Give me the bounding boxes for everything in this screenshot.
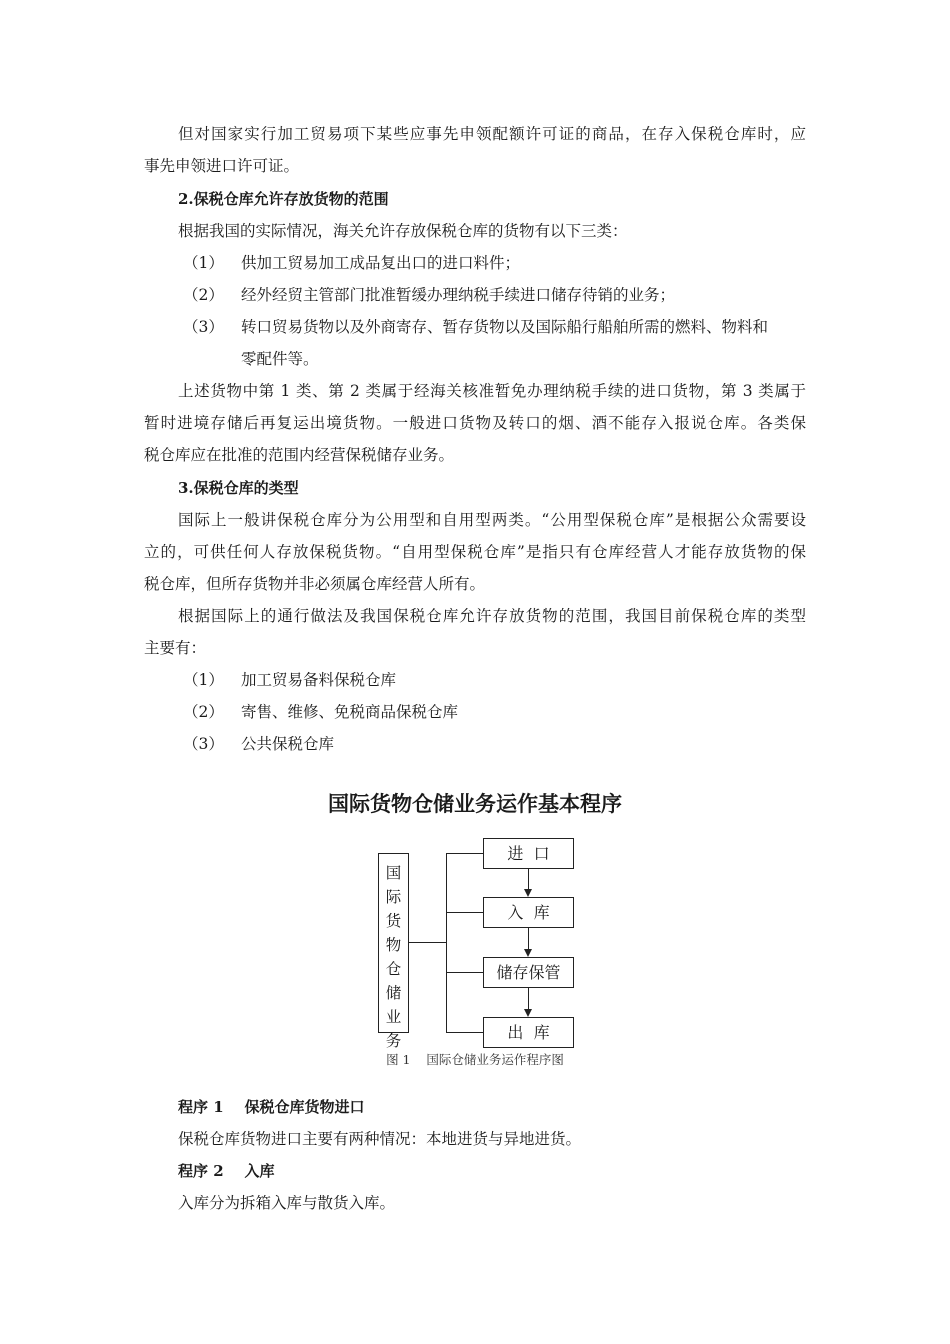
list-item: [183, 733, 334, 755]
paragraph-line: 税仓库，但所存货物并非必须属仓库经营人所有。: [144, 575, 486, 593]
list-text: 加工贸易备料保税仓库: [241, 671, 397, 689]
paragraph-line: 税仓库应在批准的范围内经营保税储存业务。: [144, 446, 455, 464]
paragraph-line: 立的，可供任何人存放保税货物。“自用型保税仓库”是指只有仓库经营人才能存放货物的保: [144, 543, 806, 561]
arrow-line: [528, 869, 529, 890]
list-number: （1）: [183, 254, 224, 272]
category-char: 仓: [385, 960, 402, 978]
paragraph-line: 入库分为拆箱入库与散货入库。: [178, 1194, 396, 1212]
category-char: 储: [385, 984, 402, 1002]
diagram-title: 国际货物仓储业务运作基本程序: [328, 792, 622, 816]
arrow-down-icon: [524, 1009, 532, 1017]
list-text: 经外经贸主管部门批准暂缓办理纳税手续进口储存待销的业务；: [241, 286, 676, 304]
list-text: 寄售、维修、免税商品保税仓库: [241, 703, 459, 721]
arrow-line: [528, 928, 529, 949]
list-item-continuation: 零配件等。: [241, 350, 319, 368]
list-number: （2）: [183, 703, 224, 721]
arrow-line: [528, 988, 529, 1009]
list-text: 转口贸易货物以及外商寄存、暂存货物以及国际船行船舶所需的燃料、物料和: [241, 318, 769, 336]
procedure-heading: 程序 2 入库: [178, 1162, 275, 1180]
figure-caption: 图 1 国际仓储业务运作程序图: [386, 1052, 564, 1067]
connector-line: [446, 853, 483, 854]
step-box-outbound: 出 库: [483, 1017, 574, 1048]
step-box-inbound: 入 库: [483, 897, 574, 928]
left-category-box: [378, 853, 409, 1050]
paragraph-line: 根据我国的实际情况，海关允许存放保税仓库的货物有以下三类：: [178, 222, 628, 240]
paragraph-line: 暂时进境存储后再复运出境货物。一般进口货物及转口的烟、酒不能存入报说仓库。各类保: [144, 414, 806, 432]
paragraph-line: 但对国家实行加工贸易项下某些应事先申领配额许可证的商品，在存入保税仓库时，应: [178, 125, 806, 143]
list-text: 供加工贸易加工成品复出口的进口料件；: [241, 254, 521, 272]
connector-line: [446, 912, 483, 913]
category-char: 际: [385, 888, 402, 906]
list-number: （2）: [183, 286, 224, 304]
list-item: [183, 284, 675, 306]
paragraph-line: 主要有：: [144, 639, 207, 657]
list-item: [183, 316, 768, 338]
list-item: [183, 252, 520, 274]
paragraph-line: 国际上一般讲保税仓库分为公用型和自用型两类。“公用型保税仓库”是根据公众需要设: [178, 511, 806, 529]
connector-line: [409, 942, 447, 943]
category-char: 货: [385, 912, 402, 930]
section-heading: 3.保税仓库的类型: [178, 479, 299, 497]
paragraph-line: 事先申领进口许可证。: [144, 157, 300, 175]
step-box-import: 进 口: [483, 838, 574, 869]
arrow-down-icon: [524, 949, 532, 957]
connector-line: [446, 1032, 483, 1033]
list-number: （3）: [183, 318, 224, 336]
section-heading: 2.保税仓库允许存放货物的范围: [178, 190, 389, 208]
connector-line: [446, 972, 483, 973]
procedure-heading: 程序 1 保税仓库货物进口: [178, 1098, 365, 1116]
list-item: [183, 701, 458, 723]
category-char: 务: [385, 1032, 402, 1050]
category-char: 国: [385, 864, 402, 882]
arrow-down-icon: [524, 889, 532, 897]
paragraph-line: 上述货物中第 1 类、第 2 类属于经海关核准暂免办理纳税手续的进口货物，第 3 类属于: [178, 382, 806, 400]
paragraph-line: 保税仓库货物进口主要有两种情况：本地进货与异地进货。: [178, 1130, 582, 1148]
list-number: （1）: [183, 671, 224, 689]
list-number: （3）: [183, 735, 224, 753]
bracket-line: [446, 853, 447, 1033]
list-item: [183, 669, 396, 691]
paragraph-line: 根据国际上的通行做法及我国保税仓库允许存放货物的范围，我国目前保税仓库的类型: [178, 607, 806, 625]
step-box-storage: 储存保管: [483, 957, 574, 988]
category-char: 业: [385, 1008, 402, 1026]
list-text: 公共保税仓库: [241, 735, 335, 753]
category-char: 物: [385, 936, 402, 954]
